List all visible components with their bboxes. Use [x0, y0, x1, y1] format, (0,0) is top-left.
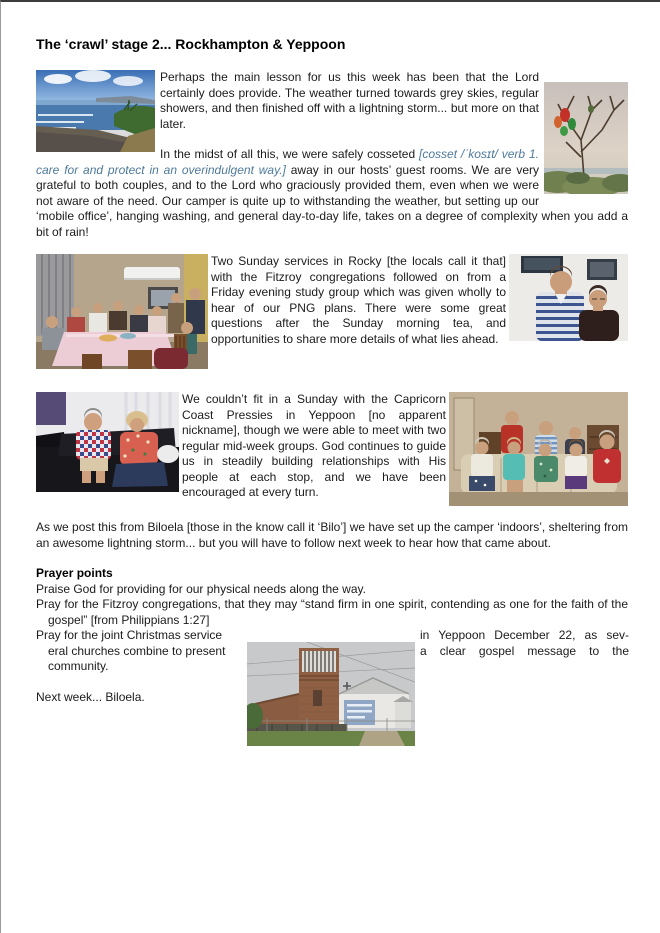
- host-couple-photo: [509, 254, 628, 341]
- intro-section: [36, 70, 628, 240]
- christmas-right-line-1: in Yeppoon December 22, as sev-: [420, 628, 629, 642]
- prayer-item-1: Praise God for providing for our physical needs along the way.: [36, 581, 366, 596]
- page-title: The ‘crawl’ stage 2... Rockhampton & Yeppoon: [36, 36, 346, 52]
- christmas-prayer-block: [36, 628, 628, 752]
- intro-paragraph-1: Perhaps the main lesson for us this week has been that the Lord certainly does provide. The weather turned towards grey skies, regular showers, and then finished off with a lightning storm... but more on that later.: [160, 70, 539, 131]
- yeppoon-section: [36, 392, 628, 506]
- yeppoon-paragraph: We couldn’t fit in a Sunday with the Capricorn Coast Pressies in Yeppoon [no apparent nickname], though we were able to meet with two regular mid-week groups. God continues to guide us in steadily building relationships with His people at each stop, and we have been encouraged at every turn.: [182, 392, 446, 499]
- christmas-right-line-2: a clear gospel message to the: [420, 643, 629, 658]
- church-photo: [247, 642, 415, 746]
- christmas-line-3: community.: [48, 659, 109, 673]
- intro-paragraph-2: [36, 147, 628, 240]
- intro-p2-continuation: away in our hosts’ guest rooms. We are very grateful to both couples, and to the Lord who graciously provided them, even when we were not aware of the need. Our camper is quite up to withstanding the weather, but setting up our ‘mobile office’, hanging washing, and general day-to-day life, takes on a degree of complexity when you add a bit of rain!: [36, 162, 628, 239]
- rocky-group-photo: [36, 254, 208, 369]
- christmas-prayer-left: [36, 628, 250, 675]
- birds-tree-photo: [544, 82, 628, 194]
- beach-photo: [36, 70, 155, 152]
- rocky-paragraph: Two Sunday services in Rocky [the locals call it that] with the Fitzroy congregations followed on from a Friday evening study group which was given wholly to hear of our PNG plans. There were some great questions after the Sunday morning tea, and opportunities to share more details of what lies ahead.: [211, 254, 506, 346]
- christmas-line-1: Pray for the joint Christmas service: [36, 628, 223, 642]
- rocky-section: [36, 254, 628, 369]
- yeppoon-group-photo: [449, 392, 628, 506]
- dictionary-definition: [cosset /ˈkosɪt/ verb 1. care for and protect in an overindulgent way.]: [36, 147, 539, 177]
- christmas-prayer-right: [420, 628, 629, 659]
- biloela-paragraph: As we post this from Biloela [those in the know call it ‘Bilo’] we have set up the camper ‘indoors’, sheltering from an awesome lightning storm... but you will have to follow next week to hear how that came about.: [36, 520, 628, 550]
- next-week-note: Next week... Biloela.: [36, 690, 145, 704]
- couch-couple-photo: [36, 392, 179, 492]
- prayer-item-2: Pray for the Fitzroy congregations, that they may “stand firm in one spirit, contending as one for the faith of the gospel” [from Philippians 1:27]: [36, 597, 628, 627]
- christmas-line-2: eral churches combine to present: [48, 643, 226, 658]
- intro-p2-text: In the midst of all this, we were safely cosseted: [160, 147, 420, 161]
- prayer-points-heading: Prayer points: [36, 566, 113, 580]
